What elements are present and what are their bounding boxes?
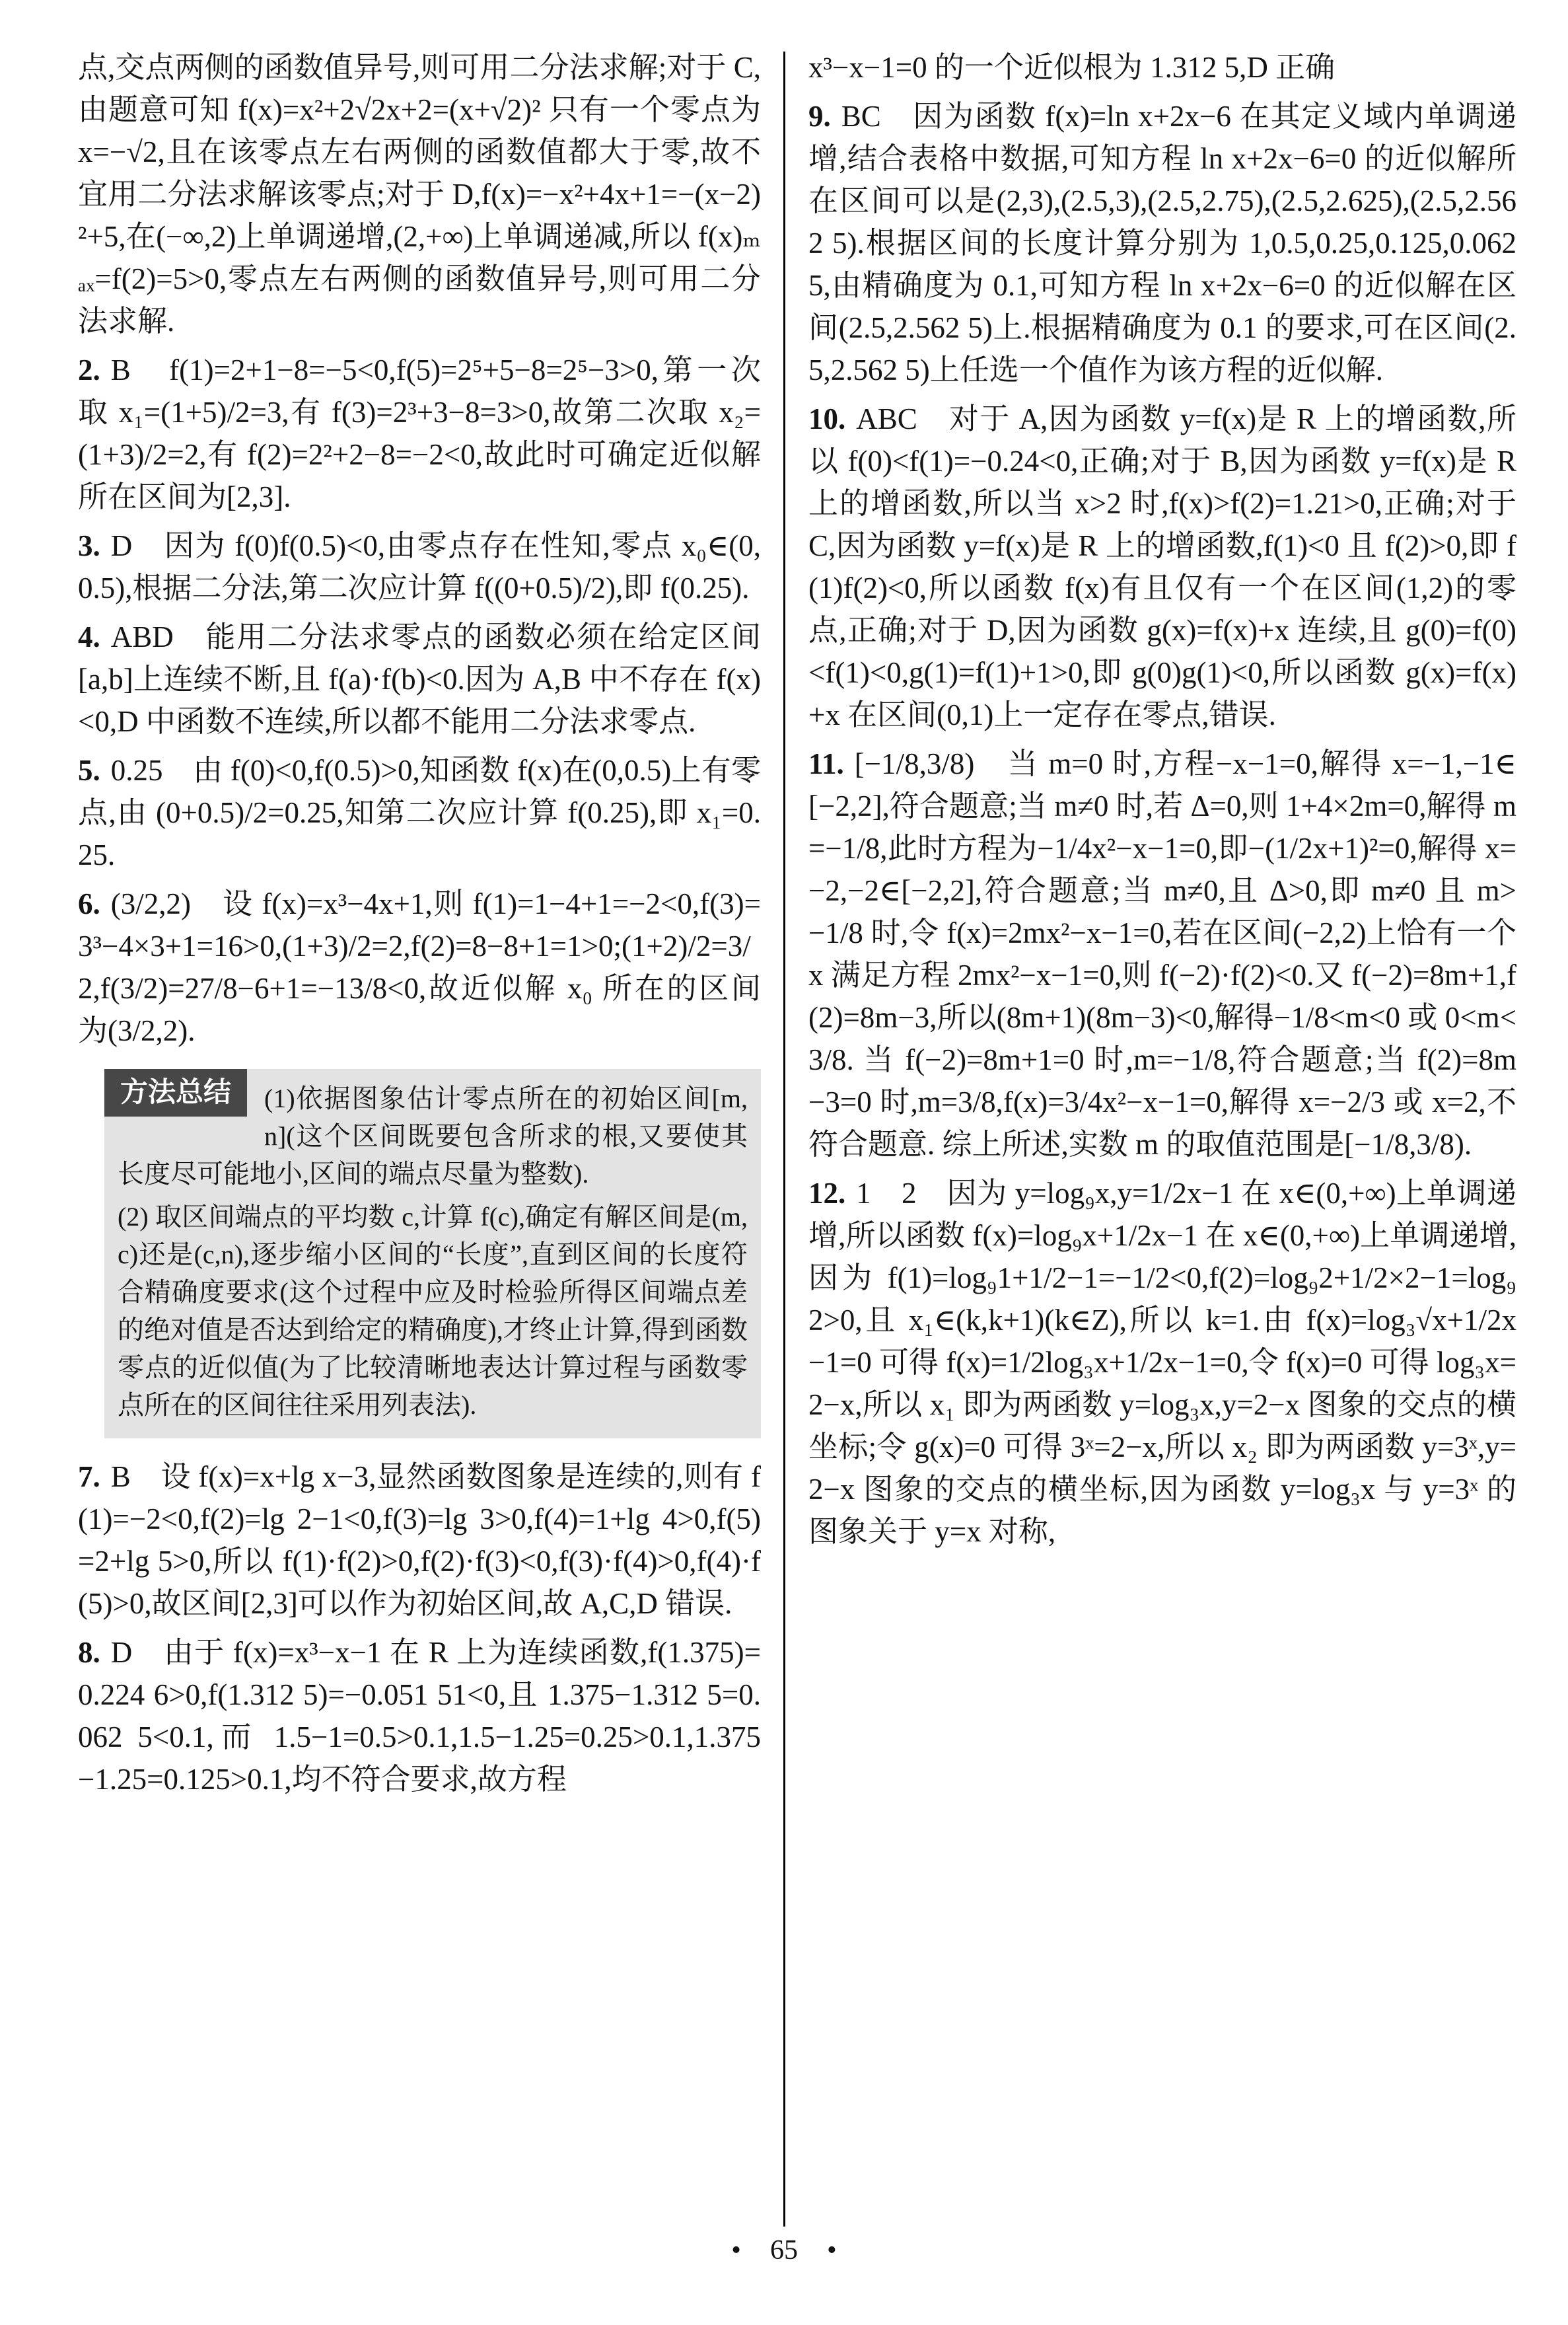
item-number: 12. — [808, 1177, 846, 1210]
item-number: 10. — [808, 402, 846, 435]
item-body: BC 因为函数 f(x)=ln x+2x−6 在其定义域内单调递增,结合表格中数据,可知方程 ln x+2x−6=0 的近似解所在区间可以是(2,3),(2.5,3),(2.5,2.75),(2.5,2.625),(2.5,2.562 5).根据区间的长度计算分别为 1,0.5,0.25,0.125,0.062 5,由精确度为 0.1,可知方程 ln x+2x−6=0 的近似解在区间(2.5,2.562 5)上.根据精确度为 0.1 的要求,可在区间(2.5,2.562 5)上任选一个值作为该方程的近似解. — [808, 100, 1516, 387]
item-number: 2. — [78, 353, 100, 387]
page-footer — [0, 2234, 1568, 2266]
item-body: (3/2,2) 设 f(x)=x³−4x+1,则 f(1)=1−4+1=−2<0,f(3)=3³−4×3+1=16>0,(1+3)/2=2,f(2)=8−8+1=1>0;(1+2)/2=3/2,f(3/2)=27/8−6+1=−13/8<0,故近似解 x₀ 所在的区间为(3/2,2). — [78, 887, 761, 1047]
solution-item-10 — [808, 398, 1516, 736]
method-box-text: (1)依据图象估计零点所在的初始区间[m,n](这个区间既要包含所求的根,又要使其长度尽可能地小,区间的端点尽量为整数). — [118, 1084, 748, 1189]
method-box-label: 方法总结 — [104, 1069, 247, 1117]
item-number: 11. — [808, 747, 844, 780]
item-body: D 因为 f(0)f(0.5)<0,由零点存在性知,零点 x₀∈(0,0.5),根据二分法,第二次应计算 f((0+0.5)/2),即 f(0.25). — [78, 529, 761, 605]
solution-continuation: 点,交点两侧的函数值异号,则可用二分法求解;对于 C,由题意可知 f(x)=x²+2√2x+2=(x+√2)² 只有一个零点为 x=−√2,且在该零点左右两侧的函数值都大于零,故不宜用二分法求解该零点;对于 D,f(x)=−x²+4x+1=−(x−2)²+5,在(−∞,2)上单调递增,(2,+∞)上单调递减,所以 f(x)ₘₐₓ=f(2)=5>0,零点左右两侧的函数值异号,则可用二分法求解. — [78, 51, 761, 338]
footer-bullet-left-icon: • — [731, 2235, 741, 2266]
item-number: 9. — [808, 100, 831, 133]
solution-item-4 — [78, 616, 761, 743]
page-number: 65 — [770, 2235, 798, 2266]
method-box-paragraph-2: (2) 取区间端点的平均数 c,计算 f(c),确定有解区间是(m,c)还是(c,n),逐步缩小区间的“长度”,直到区间的长度符合精确度要求(这个过程中应及时检验所得区间端点差的绝对值是否达到给定的精确度),才终止计算,得到函数零点的近似值(为了比较清晰地表达计算过程与函数零点所在的区间往往采用列表法). — [118, 1202, 748, 1420]
item-body: [−1/8,3/8) 当 m=0 时,方程−x−1=0,解得 x=−1,−1∈[−2,2],符合题意;当 m≠0 时,若 Δ=0,则 1+4×2m=0,解得 m=−1/8,此时方程为−1/4x²−x−1=0,即−(1/2x+1)²=0,解得 x=−2,−2∈[−2,2],符合题意;当 m≠0,且 Δ>0,即 m≠0 且 m>−1/8 时,令 f(x)=2mx²−x−1=0,若在区间(−2,2)上恰有一个 x 满足方程 2mx²−x−1=0,则 f(−2)·f(2)<0.又 f(−2)=8m+1,f(2)=8m−3,所以(8m+1)(8m−3)<0,解得−1/8<m<0 或 0<m<3/8. 当 f(−2)=8m+1=0 时,m=−1/8,符合题意;当 f(2)=8m−3=0 时,m=3/8,f(x)=3/4x²−x−1=0,解得 x=−2/3 或 x=2,不符合题意. 综上所述,实数 m 的取值范围是[−1/8,3/8). — [808, 747, 1516, 1161]
solution-item-12 — [808, 1172, 1516, 1553]
solution-item-9 — [808, 95, 1516, 391]
item-number: 6. — [78, 887, 100, 920]
left-column — [78, 46, 761, 1807]
item-number: 5. — [78, 754, 100, 787]
item-body: 0.25 由 f(0)<0,f(0.5)>0,知函数 f(x)在(0,0.5)上有零点,由 (0+0.5)/2=0.25,知第二次应计算 f(0.25),即 x₁=0.25. — [78, 754, 761, 871]
solution-item-5 — [78, 749, 761, 876]
item-body: ABC 对于 A,因为函数 y=f(x)是 R 上的增函数,所以 f(0)<f(1)=−0.24<0,正确;对于 B,因为函数 y=f(x)是 R 上的增函数,所以当 x>2 时,f(x)>f(2)=1.21>0,正确;对于 C,因为函数 y=f(x)是 R 上的增函数,f(1)<0 且 f(2)>0,即 f(1)f(2)<0,所以函数 f(x)有且仅有一个在区间(1,2)的零点,正确;对于 D,因为函数 g(x)=f(x)+x 连续,且 g(0)=f(0)<f(1)<0,g(1)=f(1)+1>0,即 g(0)g(1)<0,所以函数 g(x)=f(x)+x 在区间(0,1)上一定存在零点,错误. — [808, 402, 1516, 731]
solution-item-11 — [808, 743, 1516, 1165]
method-box-paragraph-1 — [118, 1080, 748, 1193]
item-body: 1 2 因为 y=log₉x,y=1/2x−1 在 x∈(0,+∞)上单调递增,所以函数 f(x)=log₉x+1/2x−1 在 x∈(0,+∞)上单调递增,因为 f(1)=log₉1+1/2−1=−1/2<0,f(2)=log₉2+1/2×2−1=log₉2>0,且 x₁∈(k,k+1)(k∈Z),所以 k=1.由 f(x)=log₃√x+1/2x−1=0 可得 f(x)=1/2log₃x+1/2x−1=0,令 f(x)=0 可得 log₃x=2−x,所以 x₁ 即为两函数 y=log₃x,y=2−x 图象的交点的横坐标;令 g(x)=0 可得 3ˣ=2−x,所以 x₂ 即为两函数 y=3ˣ,y=2−x 图象的交点的横坐标,因为函数 y=log₃x 与 y=3ˣ 的图象关于 y=x 对称, — [808, 1177, 1516, 1548]
method-summary-box — [104, 1069, 761, 1438]
column-divider — [783, 52, 785, 2227]
solution-item-6 — [78, 883, 761, 1052]
item-number: 7. — [78, 1460, 100, 1493]
solution-item-2 — [78, 349, 761, 518]
item-body: B f(1)=2+1−8=−5<0,f(5)=2⁵+5−8=2⁵−3>0,第一次取 x₁=(1+5)/2=3,有 f(3)=2³+3−8=3>0,故第二次取 x₂=(1+3)/2=2,有 f(2)=2²+2−8=−2<0,故此时可确定近似解所在区间为[2,3]. — [78, 353, 761, 513]
item-body: ABD 能用二分法求零点的函数必须在给定区间[a,b]上连续不断,且 f(a)·f(b)<0.因为 A,B 中不存在 f(x)<0,D 中函数不连续,所以都不能用二分法求零点. — [78, 620, 761, 738]
item-number: 8. — [78, 1636, 100, 1669]
item-body: D 由于 f(x)=x³−x−1 在 R 上为连续函数,f(1.375)=0.224 6>0,f(1.312 5)=−0.051 51<0,且 1.375−1.312 5=0.062 5<0.1,而 1.5−1=0.5>0.1,1.5−1.25=0.25>0.1,1.375−1.25=0.125>0.1,均不符合要求,故方程 — [78, 1636, 761, 1796]
item-number: 3. — [78, 529, 100, 562]
item-number: 4. — [78, 620, 100, 653]
right-column — [808, 46, 1516, 1559]
solution-continuation: x³−x−1=0 的一个近似根为 1.312 5,D 正确 — [808, 51, 1336, 84]
item-body: B 设 f(x)=x+lg x−3,显然函数图象是连续的,则有 f(1)=−2<0,f(2)=lg 2−1<0,f(3)=lg 3>0,f(4)=1+lg 4>0,f(5)=2+lg 5>0,所以 f(1)·f(2)>0,f(2)·f(3)<0,f(3)·f(4)>0,f(4)·f(5)>0,故区间[2,3]可以作为初始区间,故 A,C,D 错误. — [78, 1460, 761, 1620]
solution-item-3 — [78, 525, 761, 609]
solution-item-8 — [78, 1631, 761, 1800]
footer-bullet-right-icon: • — [827, 2235, 837, 2266]
solution-item-7 — [78, 1456, 761, 1625]
